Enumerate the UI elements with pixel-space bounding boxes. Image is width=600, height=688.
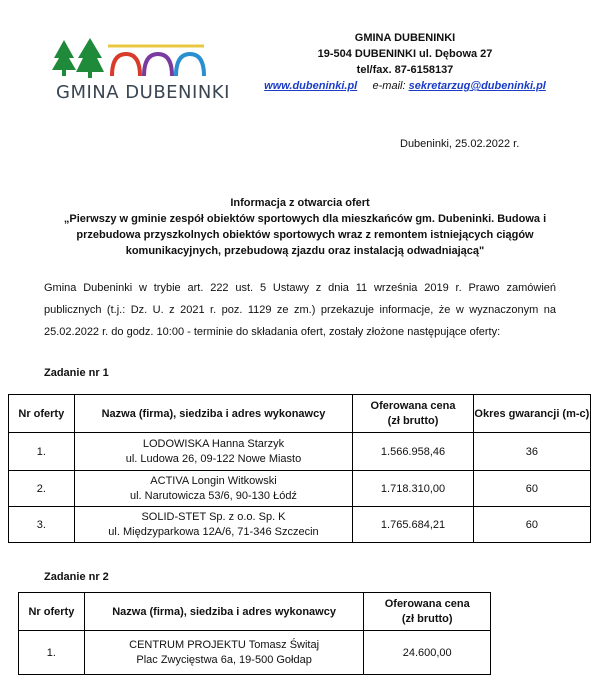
contact-line	[255, 78, 555, 94]
tender-subject: „Pierwszy w gminie zespół obiektów sportowych dla mieszkańców gm. Dubeninki. Budowa i przebudowa przyszkolnych obiektów sportowych wraz z remontem istniejących ciągów komunikacyjnych, przebudową zjazdu oraz instalacją odwadniającą"	[63, 213, 547, 257]
col-header-name: Nazwa (firma), siedziba i adres wykonawcy	[84, 593, 364, 631]
task2-label: Zadanie nr 2	[44, 571, 109, 583]
arch-icon	[112, 54, 140, 76]
col-header-nr: Nr oferty	[9, 395, 75, 433]
offer-nr: 2.	[9, 471, 75, 507]
gmina-logo	[50, 38, 230, 108]
offer-nr: 1.	[19, 631, 85, 675]
offer-contractor	[74, 471, 353, 507]
offer-nr: 1.	[9, 433, 75, 471]
table-row	[9, 433, 591, 471]
contractor-name: SOLID-STET Sp. z o.o. Sp. K	[141, 510, 286, 523]
contractor-name: ACTIVA Longin Witkowski	[150, 474, 277, 487]
contractor-address: ul. Międzyparkowa 12A/6, 71-346 Szczecin	[108, 525, 319, 538]
offer-price: 1.718.310,00	[353, 471, 473, 507]
contractor-address: ul. Ludowa 26, 09-122 Nowe Miasto	[125, 452, 302, 465]
org-phone: tel/fax. 87-6158137	[356, 64, 454, 76]
body-paragraph: Gmina Dubeninki w trybie art. 222 ust. 5 Ustawy z dnia 11 września 2019 r. Prawo zamówień publicznych (t.j.: Dz. U. z 2021 r. poz. 1129 ze zm.) przekazuje informacje, że w wyznaczonym na 25.02.2022 r. do godz. 10:00 - terminie do składania ofert, zostały złożone następujące oferty:	[44, 282, 556, 338]
col-header-price: Oferowana cena (zł brutto)	[364, 593, 491, 631]
offer-nr: 3.	[9, 507, 75, 543]
table-header-row	[19, 593, 491, 631]
offer-warranty: 60	[473, 507, 590, 543]
tree-icon	[52, 40, 76, 70]
col-header-nr: Nr oferty	[19, 593, 85, 631]
email-link[interactable]: sekretarzug@dubeninki.pl	[408, 80, 546, 92]
tree-icon	[76, 38, 104, 72]
offer-price: 1.566.958,46	[353, 433, 473, 471]
logo-text: GMINA DUBENINKI	[56, 82, 230, 103]
offer-contractor	[74, 433, 353, 471]
task1-offers-table	[8, 394, 591, 543]
contractor-address: ul. Narutowicza 53/6, 90-130 Łódź	[130, 489, 297, 502]
document-title: Informacja z otwarcia ofert	[230, 197, 370, 209]
offer-warranty: 36	[473, 433, 590, 471]
contractor-name: CENTRUM PROJEKTU Tomasz Świtaj	[129, 638, 320, 651]
org-name: GMINA DUBENINKI	[354, 32, 456, 44]
email-label: e-mail:	[372, 80, 406, 92]
table-row	[9, 471, 591, 507]
table-header-row	[9, 395, 591, 433]
col-header-price: Oferowana cena (zł brutto)	[353, 395, 473, 433]
contractor-name: LODOWISKA Hanna Starzyk	[142, 437, 285, 450]
offer-contractor	[74, 507, 353, 543]
task1-label: Zadanie nr 1	[44, 367, 109, 379]
org-address: 19-504 DUBENINKI ul. Dębowa 27	[317, 48, 493, 60]
col-header-warranty: Okres gwarancji (m-c)	[473, 395, 590, 433]
letterhead	[255, 30, 555, 94]
arch-icon	[144, 54, 172, 76]
table-row	[19, 631, 491, 675]
table-row	[9, 507, 591, 543]
offer-price: 24.600,00	[364, 631, 491, 675]
offer-contractor	[84, 631, 364, 675]
col-header-name: Nazwa (firma), siedziba i adres wykonawcy	[74, 395, 353, 433]
logo-graphic-icon	[50, 38, 210, 82]
task2-offers-table	[18, 592, 491, 675]
offer-price: 1.765.684,21	[353, 507, 473, 543]
website-link[interactable]: www.dubeninki.pl	[264, 80, 358, 92]
offer-warranty: 60	[473, 471, 590, 507]
arch-icon	[176, 54, 204, 76]
contractor-address: Plac Zwycięstwa 6a, 19-500 Gołdap	[136, 653, 312, 666]
document-date: Dubeninki, 25.02.2022 r.	[400, 138, 520, 150]
